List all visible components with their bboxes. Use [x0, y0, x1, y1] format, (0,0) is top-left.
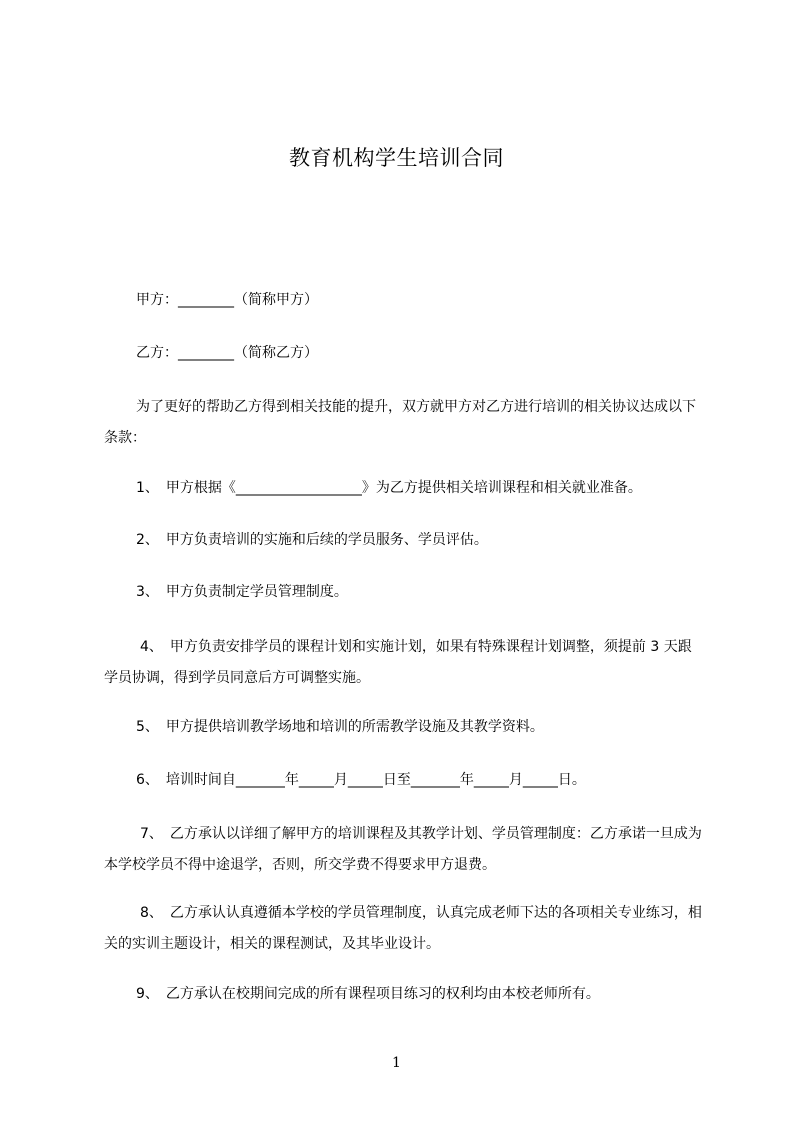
party-a-line: 甲方：________（简称甲方）: [136, 292, 318, 308]
clause-9: 9、 乙方承认在校期间完成的所有课程项目练习的权利均由本校老师所有。: [136, 986, 600, 1002]
clause-4: 4、 甲方负责安排学员的课程计划和实施计划，如果有特殊课程计划调整，须提前 3 天跟学员协调，得到学员同意后方可调整实施。: [104, 639, 692, 686]
clause-2: 2、 甲方负责培训的实施和后续的学员服务、学员评估。: [136, 532, 488, 548]
party-b-line: 乙方：________（简称乙方）: [136, 345, 318, 361]
page-number: 1: [392, 1055, 401, 1071]
clause-1: 1、 甲方根据《__________________》为乙方提供相关培训课程和相关就业准备。: [136, 480, 642, 496]
clause-6: 6、 培训时间自_______年_____月_____日至_______年_____月_____日。: [136, 772, 586, 788]
document-title: 教育机构学生培训合同: [289, 146, 504, 170]
clause-5: 5、 甲方提供培训教学场地和培训的所需教学设施及其教学资料。: [136, 719, 544, 735]
clause-7: 7、 乙方承认以详细了解甲方的培训课程及其教学计划、学员管理制度：乙方承诺一旦成为本学校学员不得中途退学，否则，所交学费不得要求甲方退费。: [104, 826, 702, 873]
clause-3: 3、 甲方负责制定学员管理制度。: [136, 584, 348, 600]
clause-8: 8、 乙方承认认真遵循本学校的学员管理制度，认真完成老师下达的各项相关专业练习，相关的实训主题设计，相关的课程测试，及其毕业设计。: [104, 905, 702, 952]
intro-paragraph: 为了更好的帮助乙方得到相关技能的提升，双方就甲方对乙方进行培训的相关协议达成以下条款：: [104, 399, 696, 446]
